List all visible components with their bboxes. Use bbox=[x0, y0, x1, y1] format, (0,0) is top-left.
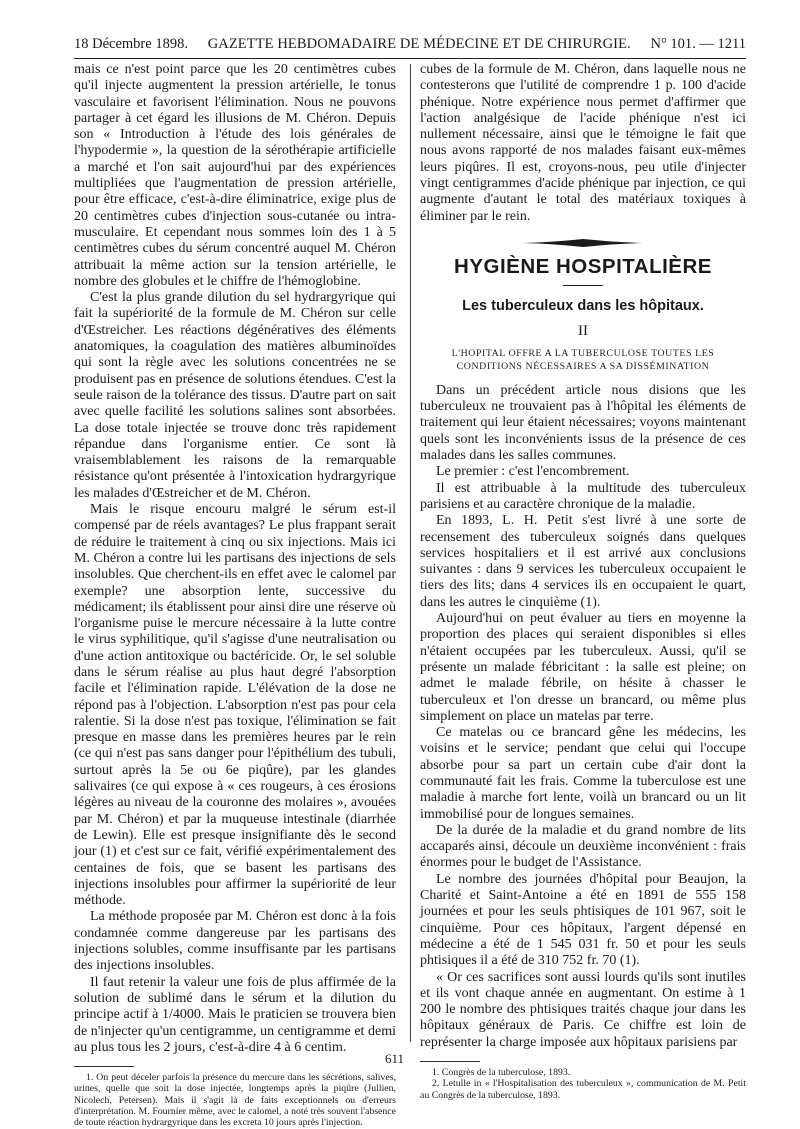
right-column bbox=[420, 62, 746, 1101]
left-paragraph: La méthode proposée par M. Chéron est donc à la fois condamnée comme dangereuse par les partisans des injections solubles, comme insuffisante par les partisans des injections insolubles. bbox=[74, 909, 396, 974]
section-ornament bbox=[523, 237, 643, 249]
footnote-rule bbox=[74, 1066, 134, 1067]
part-number: II bbox=[578, 322, 588, 339]
left-paragraph: C'est la plus grande dilution du sel hydrargyrique qui fait la supériorité de la formule de M. Chéron sur celle d'Œstreicher. Les réactions dégénératives des éléments anatomiques, la coagulation des matières albuminoïdes qui sont la règle avec les solutions concentrées ne se produisent pas en présence de solutions étendues. C'est la seule raison de la tolérance des tissus. D'autre part on sait avec quelle facilité les solutions salines sont absorbées. La dose totale injectée se trouve donc très rapidement répandue dans l'organisme entier. Ce sont là vraisemblablement les raisons de la remarquable résistance qu'ont présentée à l'intoxication hydrargyrique les malades d'Œstreicher et de M. Chéron. bbox=[74, 290, 396, 501]
right-paragraph: De la durée de la maladie et du grand nombre de lits accaparés ainsi, découle un deuxième inconvénient : frais énormes pour le budget de l'Assistance. bbox=[420, 822, 746, 871]
right-paragraph: Le premier : c'est l'encombrement. bbox=[436, 464, 630, 480]
right-paragraph: En 1893, L. H. Petit s'est livré à une sorte de recensement des tuberculeux soignés dans quelques services hospitaliers et il est arrivé aux conclusions suivantes : dans 9 services les tuberculeux occupaient le tiers des lits; dans 4 services ils en occupaient le quart, dans les autres le cinquième (1). bbox=[420, 513, 746, 610]
header-issue: N° 101. — 1211 bbox=[650, 36, 746, 52]
right-paragraph: « Or ces sacrifices sont aussi lourds qu'ils sont inutiles et ils vont chaque année en augmentant. On estime à 1 200 le nombre des phtisiques traités chaque jour dans les hôpitaux généraux de Paris. Ce chiffre est loin de représenter la charge imposée aux hôpitaux parisiens par bbox=[420, 969, 746, 1050]
right-lead-paragraph: cubes de la formule de M. Chéron, dans laquelle nous ne contesterons que l'utilité de comprendre 1 p. 100 d'acide phénique. Notre expérience nous permet d'affirmer que l'action analgésique de l'acide phénique n'est ici nullement nécessaire, ainsi que le témoigne le fait que nous avons rapporté de nos malades faisant eux-mêmes leurs piqûres. Il est, croyons-nous, peu utile d'injecter vingt centigrammes d'acide phénique par injection, ce qui augmente d'autant le total des matériaux toxiques à éliminer par le rein. bbox=[420, 62, 746, 224]
right-paragraph: Il est attribuable à la multitude des tuberculeux parisiens et au caractère chronique de la maladie. bbox=[420, 480, 746, 512]
part-heading: L'HOPITAL OFFRE A LA TUBERCULOSE TOUTES LES CONDITIONS NÉCESSAIRES A SA DISSÉMINATION bbox=[451, 347, 715, 372]
footnote: 1. Congrès de la tuberculose, 1893. bbox=[432, 1067, 571, 1079]
left-paragraph: Il faut retenir la valeur une fois de plus affirmée de la solution de sublimé dans le sérum et la dilution du principe actif à 1/4000. Mais le praticien se trouvera bien de n'injecter qu'un centigramme, un centigramme et demi au plus tous les 2 jours, c'est-à-dire 4 à 6 centim. bbox=[74, 974, 396, 1055]
right-footnotes bbox=[420, 1067, 746, 1101]
right-paragraph: Aujourd'hui on peut évaluer au tiers en moyenne la proportion des places qui seraient disponibles si elles n'étaient occupées par les tuberculeux. Aussi, qu'il se présente un malade fébricitant : la salle est pleine; on admet le malade fébrile, on hésite à chasser le tuberculeux et l'on dresse un brancard, ou même plus simplement on place un matelas par terre. bbox=[420, 611, 746, 724]
column-divider bbox=[410, 64, 411, 1042]
right-paragraph: Le nombre des journées d'hôpital pour Beaujon, la Charité et Saint-Antoine a été en 1891 de 555 158 journées et pour les seuls phtisiques de 101 967, soit le cinquième. Pour ces hôpitaux, l'argent dépensé en médecine a été de 1 545 031 fr. 50 et pour les seuls phtisiques il a été de 310 752 fr. 70 (1). bbox=[420, 871, 746, 969]
left-footnotes bbox=[74, 1072, 396, 1128]
right-paragraph: Dans un précédent article nous disions que les tuberculeux ne trouvaient pas à l'hôpital les éléments de traitement qui leur étaient nécessaires; voyons maintenant quels sont les inconvénients issus de la présence de ces malades dans les salles communes. bbox=[420, 382, 746, 464]
header-journal-title: GAZETTE HEBDOMADAIRE DE MÉDECINE ET DE CHIRURGIE. bbox=[207, 36, 631, 52]
left-column bbox=[74, 62, 396, 1129]
header-date: 18 Décembre 1898. bbox=[74, 36, 188, 52]
left-paragraph: Mais le risque encouru malgré le sérum est-il compensé par de réels avantages? Le plus frappant serait de réduire le traitement à cinq ou six injections. Mais ici M. Chéron a contre lui les partisans des injections de sels insolubles. Que cherchent-ils en effet avec le calomel par exemple? une absorption lente, successive du médicament; ils établissent pour ainsi dire une réserve où l'organisme puise le mercure nécessaire à la lutte contre le virus syphilitique, qu'il s'agisse d'une neutralisation ou d'une action antitoxique ou bactéricide. Or, le sel soluble dans le sérum réalise au plus haut degré l'absorption facile et l'élimination rapide. L'élévation de la dose ne répond pas à l'objection. L'absorption n'est pas pour cela ralentie. Si la dose n'est pas toxique, l'élimination se fait presque en masse dans les premières heures par le rein (ce qui n'est pas sans danger pour l'épithélium des tubuli, surtout après la 5e ou 6e piqûre), par les glandes salivaires (ce qui expose à « ces rougeurs, à ces érosions légères au niveau de la couronne des molaires », avouées par M. Chéron) et par la muqueuse intestinale (diarrhée de Lewin). Elle est presque insignifiante dès le second jour (1) et c'est sur ce fait, vérifié expérimentalement des centaines de fois, que se basent les partisans des injections insolubles pour affirmer la supériorité de leur méthode. bbox=[74, 502, 396, 909]
right-paragraph: Ce matelas ou ce brancard gêne les médecins, les voisins et le service; pendant que celui qui l'occupe absorbe pour sa part un certain cube d'air dont la communauté fait les frais. Comme la tuberculose est une maladie à marche fort lente, voilà un brancard ou un lit immobilisé pour de longues semaines. bbox=[420, 725, 746, 822]
title-rule bbox=[563, 285, 603, 286]
footnote: 2. Letulle in « l'Hospitalisation des tuberculeux », communication de M. Petit au Congrès de la tuberculose, 1893. bbox=[420, 1078, 746, 1101]
running-head bbox=[74, 36, 746, 52]
article-title: Les tuberculeux dans les hôpitaux. bbox=[462, 298, 704, 315]
header-rule bbox=[74, 58, 746, 59]
section-title: HYGIÈNE HOSPITALIÈRE bbox=[454, 254, 712, 278]
left-paragraph: mais ce n'est point parce que les 20 centimètres cubes qu'il injecte augmentent la pression artérielle, le tonus vasculaire et favorisent l'élimination. Nous ne pouvons partager à cet égard les illusions de M. Chéron. Depuis son « Introduction à l'étude des lois générales de l'hypodermie », la question de la sérothérapie artificielle a marché et l'on sait aujourd'hui par des expériences multipliées que l'augmentation de pression artérielle, pour être efficace, c'est-à-dire éliminatrice, exige plus de 20 centimètres cubes d'injection sous-cutanée ou intra-musculaire. Et cependant nous sommes loin des 1 à 5 centimètres cubes du sérum concentré auquel M. Chéron attribuait la même action sur la tension artérielle, le nombre des globules et le chiffre de l'hémoglobine. bbox=[74, 62, 396, 289]
page-number: 611 bbox=[385, 1051, 405, 1066]
footnote-rule bbox=[420, 1061, 480, 1062]
footnote: 1. On peut déceler parfois la présence du mercure dans les sécrétions, salives, urines, quelle que soit la dose injectée, longtemps après la piqûre (Jullien, Nicolech, Petersen). Mais il s'agit là de faits exceptionnels ou d'erreurs d'interprétation. M. Fournier même, avec le calomel, a noté très souvent l'absence de toute réaction hydrargyrique dans les excreta 10 jours après l'injection. bbox=[74, 1072, 396, 1129]
